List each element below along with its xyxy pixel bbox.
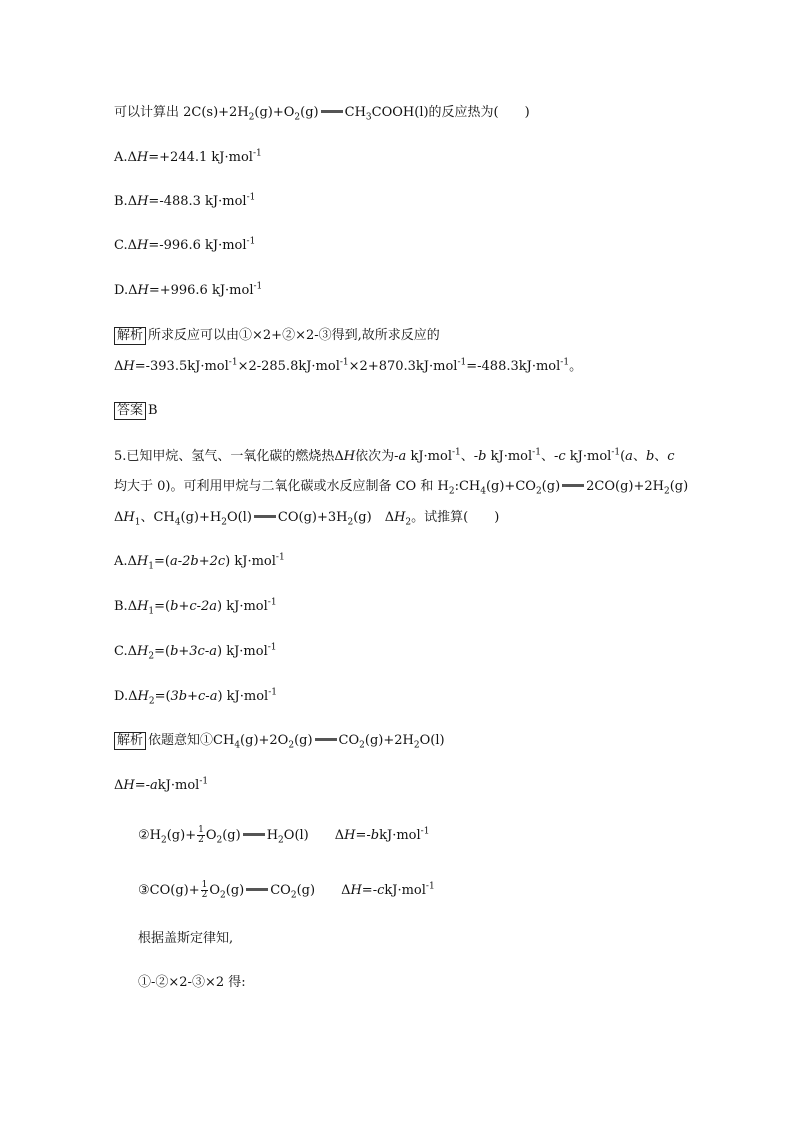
answer-tag: 答案 [114,402,146,420]
q4-option-b: B.ΔH=-488.3 kJ·mol$^{-1}$ [114,192,256,209]
q5-stem-line1: 5.已知甲烷、氢气、一氧化碳的燃烧热ΔH依次为-a kJ·mol$^{-1}$、-b kJ·mol$^{-1}$、-c kJ·mol$^{-1}$(a、b、c [114,447,675,464]
equals-sign-arrow [562,484,584,487]
q4-answer: 答案 B [114,402,158,420]
q4-analysis-calc: ΔH=-393.5kJ·mol$^{-1}$×2-285.8kJ·mol$^{-1}$×2+870.3kJ·mol$^{-1}$=-488.3kJ·mol$^{-1}$。 [114,357,583,374]
q5-option-a: $A.\Delta H_1=(a-2b+2c)$ kJ·mol$^{-1}$ [114,552,285,572]
analysis-tag: 解析 [114,732,146,750]
q5-analysis-eq1: 解析 依题意知$①CH_4(g)+2O_2(g)$ $CO_2(g)+2H_2O(l)$ [114,732,445,750]
q5-option-d: $D.\Delta H_2=(3b+c-a)$ kJ·mol$^{-1}$ [114,687,277,707]
equals-sign-arrow [254,515,276,518]
q5-option-c: $C.\Delta H_2=(b+3c-a)$ kJ·mol$^{-1}$ [114,642,277,662]
q5-stem-line3: $\Delta H_1$、$CH_4(g)+H_2O(l)$ $CO(g)+3H_2(g)$ $\Delta H_2$。试推算( ) [114,510,500,528]
q5-option-b: $B.\Delta H_1=(b+c-2a)$ kJ·mol$^{-1}$ [114,597,277,617]
q5-hess-law: 根据盖斯定律知, [138,931,234,946]
q5-eq1-dh: ΔH=-akJ·mol$^{-1}$ [114,776,209,793]
q4-stem: 可以计算出 $2C(s)+2H_2(g)+O_2(g)$ $CH_3COOH(l)$的反应热为( ) [114,105,530,123]
q5-eq3: ③CO(g)+ $\frac{1}{2}$ $O_2(g)$ $CO_2(g)$ ΔH=-ckJ·mol$^{-1}$ [138,880,435,901]
equals-sign-arrow [321,110,343,113]
q4-option-d: D.ΔH=+996.6 kJ·mol$^{-1}$ [114,281,263,298]
q5-combination: ①-②×2-③×2 得: [138,975,246,990]
equals-sign-arrow [243,833,265,836]
equals-sign-arrow [315,738,337,741]
q5-stem-line2: 均大于 0)。可利用甲烷与二氧化碳或水反应制备 CO 和 $H_2:CH_4(g)+CO_2(g)$ $2CO(g)+2H_2(g)$ [114,479,689,497]
analysis-tag: 解析 [114,327,146,345]
equals-sign-arrow [246,888,268,891]
fraction-half: $\frac{1}{2}$ [198,825,204,845]
fraction-half: $\frac{1}{2}$ [201,880,208,900]
q5-eq2: $②H_2(g)+$ $\frac{1}{2}$ $O_2(g)$ $H_2O(l)$ ΔH=-bkJ·mol$^{-1}$ [138,825,430,846]
q4-analysis: 解析 所求反应可以由①×2+②×2-③得到,故所求反应的 [114,327,440,345]
q4-option-c: C.ΔH=-996.6 kJ·mol$^{-1}$ [114,236,256,253]
q4-option-a: A.ΔH=+244.1 kJ·mol$^{-1}$ [114,148,262,165]
